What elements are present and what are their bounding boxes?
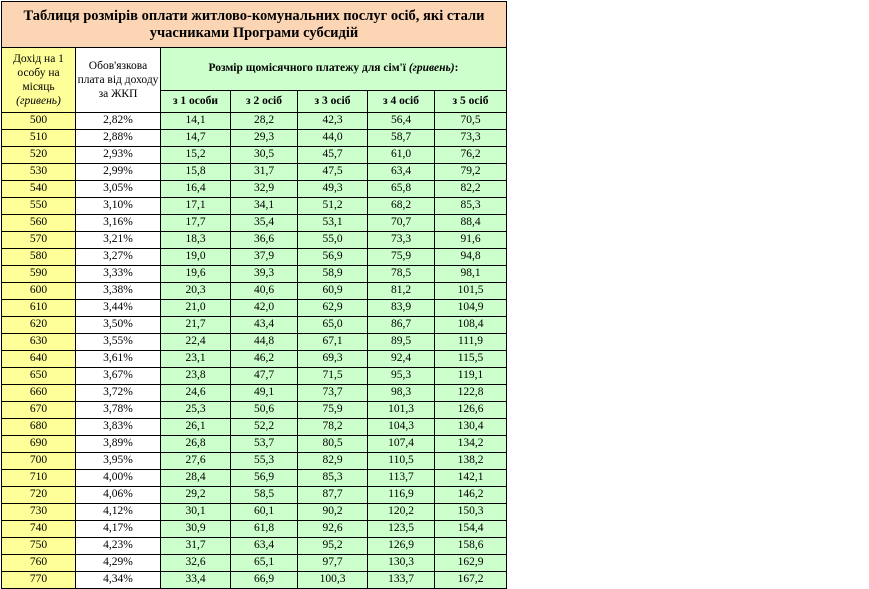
income-cell: 660 [2, 385, 76, 402]
payment-5-cell: 111,9 [435, 334, 507, 351]
payment-5-cell: 101,5 [435, 283, 507, 300]
payment-4-cell: 95,3 [368, 368, 435, 385]
payment-2-cell: 39,3 [231, 266, 298, 283]
payment-5-cell: 108,4 [435, 317, 507, 334]
payment-1-cell: 18,3 [161, 232, 231, 249]
payment-2-cell: 46,2 [231, 351, 298, 368]
income-cell: 680 [2, 419, 76, 436]
payment-4-cell: 101,3 [368, 402, 435, 419]
table-row [2, 487, 507, 504]
payment-4-cell: 133,7 [368, 572, 435, 589]
income-cell: 570 [2, 232, 76, 249]
payment-1-cell: 19,6 [161, 266, 231, 283]
income-cell: 640 [2, 351, 76, 368]
income-cell: 650 [2, 368, 76, 385]
header-income-unit: (гривень) [16, 95, 61, 107]
payment-5-cell: 122,8 [435, 385, 507, 402]
income-cell: 670 [2, 402, 76, 419]
payment-5-cell: 70,5 [435, 113, 507, 130]
header-family-1: з 1 особи [161, 91, 231, 113]
share-cell: 3,16% [76, 215, 161, 232]
income-cell: 730 [2, 504, 76, 521]
header-family-5: з 5 осіб [435, 91, 507, 113]
payment-5-cell: 146,2 [435, 487, 507, 504]
income-cell: 520 [2, 147, 76, 164]
share-cell: 2,93% [76, 147, 161, 164]
header-income-label: Дохід на 1 особу на місяць [13, 53, 64, 93]
payment-5-cell: 104,9 [435, 300, 507, 317]
payment-5-cell: 142,1 [435, 470, 507, 487]
payment-3-cell: 67,1 [298, 334, 368, 351]
payment-4-cell: 73,3 [368, 232, 435, 249]
header-income [2, 48, 76, 113]
share-cell: 4,34% [76, 572, 161, 589]
payment-5-cell: 94,8 [435, 249, 507, 266]
payment-3-cell: 51,2 [298, 198, 368, 215]
payment-5-cell: 138,2 [435, 453, 507, 470]
payment-4-cell: 63,4 [368, 164, 435, 181]
income-cell: 720 [2, 487, 76, 504]
share-cell: 4,23% [76, 538, 161, 555]
table-row [2, 504, 507, 521]
table-row [2, 419, 507, 436]
share-cell: 4,29% [76, 555, 161, 572]
payment-4-cell: 56,4 [368, 113, 435, 130]
income-cell: 500 [2, 113, 76, 130]
payment-4-cell: 78,5 [368, 266, 435, 283]
payment-2-cell: 32,9 [231, 181, 298, 198]
table-row [2, 181, 507, 198]
income-cell: 510 [2, 130, 76, 147]
payment-4-cell: 89,5 [368, 334, 435, 351]
income-cell: 750 [2, 538, 76, 555]
share-cell: 3,38% [76, 283, 161, 300]
table-row [2, 147, 507, 164]
income-cell: 590 [2, 266, 76, 283]
payment-3-cell: 45,7 [298, 147, 368, 164]
share-cell: 2,88% [76, 130, 161, 147]
payment-1-cell: 29,2 [161, 487, 231, 504]
payment-3-cell: 85,3 [298, 470, 368, 487]
payment-2-cell: 61,8 [231, 521, 298, 538]
share-cell: 3,61% [76, 351, 161, 368]
payment-1-cell: 32,6 [161, 555, 231, 572]
payment-3-cell: 92,6 [298, 521, 368, 538]
payment-5-cell: 130,4 [435, 419, 507, 436]
payment-4-cell: 70,7 [368, 215, 435, 232]
payment-3-cell: 44,0 [298, 130, 368, 147]
header-family-4: з 4 осіб [368, 91, 435, 113]
payment-5-cell: 158,6 [435, 538, 507, 555]
payment-4-cell: 126,9 [368, 538, 435, 555]
table-row [2, 300, 507, 317]
payment-4-cell: 130,3 [368, 555, 435, 572]
table-body [2, 113, 507, 589]
share-cell: 3,55% [76, 334, 161, 351]
payment-5-cell: 119,1 [435, 368, 507, 385]
payment-2-cell: 31,7 [231, 164, 298, 181]
payment-3-cell: 97,7 [298, 555, 368, 572]
payment-3-cell: 78,2 [298, 419, 368, 436]
share-cell: 3,50% [76, 317, 161, 334]
table-title: Таблиця розмірів оплати житлово-комунальних послуг осіб, які стали учасниками Програми субсидій [2, 2, 507, 48]
payment-4-cell: 86,7 [368, 317, 435, 334]
payment-2-cell: 58,5 [231, 487, 298, 504]
payment-2-cell: 47,7 [231, 368, 298, 385]
payment-3-cell: 71,5 [298, 368, 368, 385]
income-cell: 560 [2, 215, 76, 232]
share-cell: 3,44% [76, 300, 161, 317]
payment-1-cell: 33,4 [161, 572, 231, 589]
payment-1-cell: 14,1 [161, 113, 231, 130]
header-payment-colon: : [454, 62, 459, 75]
table-row [2, 215, 507, 232]
share-cell: 3,27% [76, 249, 161, 266]
income-cell: 620 [2, 317, 76, 334]
payment-5-cell: 126,6 [435, 402, 507, 419]
payment-1-cell: 28,4 [161, 470, 231, 487]
income-cell: 630 [2, 334, 76, 351]
payment-5-cell: 88,4 [435, 215, 507, 232]
table-row [2, 164, 507, 181]
payment-4-cell: 61,0 [368, 147, 435, 164]
income-cell: 740 [2, 521, 76, 538]
payment-3-cell: 65,0 [298, 317, 368, 334]
share-cell: 4,12% [76, 504, 161, 521]
payment-5-cell: 82,2 [435, 181, 507, 198]
table-row [2, 232, 507, 249]
payment-3-cell: 47,5 [298, 164, 368, 181]
header-family-3: з 3 осіб [298, 91, 368, 113]
table-row [2, 470, 507, 487]
payment-2-cell: 40,6 [231, 283, 298, 300]
share-cell: 4,17% [76, 521, 161, 538]
table-row [2, 113, 507, 130]
payment-4-cell: 107,4 [368, 436, 435, 453]
share-cell: 3,67% [76, 368, 161, 385]
income-cell: 530 [2, 164, 76, 181]
payment-2-cell: 60,1 [231, 504, 298, 521]
table-row [2, 436, 507, 453]
payment-3-cell: 58,9 [298, 266, 368, 283]
payment-3-cell: 95,2 [298, 538, 368, 555]
share-cell: 2,99% [76, 164, 161, 181]
payment-4-cell: 110,5 [368, 453, 435, 470]
payment-2-cell: 34,1 [231, 198, 298, 215]
payment-1-cell: 23,8 [161, 368, 231, 385]
income-cell: 690 [2, 436, 76, 453]
payment-2-cell: 42,0 [231, 300, 298, 317]
share-cell: 2,82% [76, 113, 161, 130]
payment-1-cell: 19,0 [161, 249, 231, 266]
payment-1-cell: 22,4 [161, 334, 231, 351]
payment-1-cell: 16,4 [161, 181, 231, 198]
payment-5-cell: 134,2 [435, 436, 507, 453]
share-cell: 3,33% [76, 266, 161, 283]
payment-5-cell: 150,3 [435, 504, 507, 521]
share-cell: 3,78% [76, 402, 161, 419]
payment-1-cell: 24,6 [161, 385, 231, 402]
payment-1-cell: 26,1 [161, 419, 231, 436]
income-cell: 600 [2, 283, 76, 300]
payment-2-cell: 44,8 [231, 334, 298, 351]
header-payment-label: Розмір щомісячного платежу для сім'ї [208, 62, 406, 75]
share-cell: 3,21% [76, 232, 161, 249]
payment-5-cell: 154,4 [435, 521, 507, 538]
payment-1-cell: 15,8 [161, 164, 231, 181]
subsidy-table [1, 1, 507, 589]
payment-5-cell: 85,3 [435, 198, 507, 215]
payment-2-cell: 63,4 [231, 538, 298, 555]
payment-1-cell: 27,6 [161, 453, 231, 470]
payment-1-cell: 31,7 [161, 538, 231, 555]
payment-1-cell: 17,7 [161, 215, 231, 232]
payment-3-cell: 56,9 [298, 249, 368, 266]
table-row [2, 266, 507, 283]
share-cell: 3,95% [76, 453, 161, 470]
payment-1-cell: 25,3 [161, 402, 231, 419]
table-row [2, 521, 507, 538]
payment-2-cell: 36,6 [231, 232, 298, 249]
payment-2-cell: 66,9 [231, 572, 298, 589]
table-row [2, 402, 507, 419]
payment-3-cell: 60,9 [298, 283, 368, 300]
income-cell: 610 [2, 300, 76, 317]
payment-3-cell: 42,3 [298, 113, 368, 130]
table-row [2, 334, 507, 351]
income-cell: 770 [2, 572, 76, 589]
share-cell: 4,00% [76, 470, 161, 487]
payment-5-cell: 73,3 [435, 130, 507, 147]
share-cell: 3,10% [76, 198, 161, 215]
payment-1-cell: 20,3 [161, 283, 231, 300]
table-row [2, 317, 507, 334]
payment-4-cell: 68,2 [368, 198, 435, 215]
share-cell: 3,72% [76, 385, 161, 402]
payment-5-cell: 91,6 [435, 232, 507, 249]
payment-3-cell: 90,2 [298, 504, 368, 521]
payment-1-cell: 15,2 [161, 147, 231, 164]
payment-4-cell: 123,5 [368, 521, 435, 538]
payment-2-cell: 43,4 [231, 317, 298, 334]
payment-4-cell: 92,4 [368, 351, 435, 368]
payment-3-cell: 55,0 [298, 232, 368, 249]
payment-4-cell: 113,7 [368, 470, 435, 487]
table-row [2, 385, 507, 402]
payment-3-cell: 87,7 [298, 487, 368, 504]
payment-3-cell: 100,3 [298, 572, 368, 589]
payment-4-cell: 58,7 [368, 130, 435, 147]
payment-1-cell: 14,7 [161, 130, 231, 147]
payment-2-cell: 52,2 [231, 419, 298, 436]
payment-4-cell: 104,3 [368, 419, 435, 436]
share-cell: 4,06% [76, 487, 161, 504]
payment-5-cell: 79,2 [435, 164, 507, 181]
payment-2-cell: 35,4 [231, 215, 298, 232]
payment-2-cell: 37,9 [231, 249, 298, 266]
payment-2-cell: 65,1 [231, 555, 298, 572]
table-row [2, 453, 507, 470]
table-row [2, 368, 507, 385]
header-payment-unit: (гривень) [408, 62, 455, 75]
header-payment [161, 48, 507, 91]
income-cell: 540 [2, 181, 76, 198]
payment-2-cell: 55,3 [231, 453, 298, 470]
payment-3-cell: 75,9 [298, 402, 368, 419]
payment-1-cell: 26,8 [161, 436, 231, 453]
table-row [2, 538, 507, 555]
table-row [2, 572, 507, 589]
payment-1-cell: 21,0 [161, 300, 231, 317]
payment-1-cell: 23,1 [161, 351, 231, 368]
income-cell: 550 [2, 198, 76, 215]
payment-2-cell: 49,1 [231, 385, 298, 402]
income-cell: 710 [2, 470, 76, 487]
income-cell: 700 [2, 453, 76, 470]
income-cell: 760 [2, 555, 76, 572]
payment-4-cell: 98,3 [368, 385, 435, 402]
payment-3-cell: 69,3 [298, 351, 368, 368]
header-share: Обов'язкова плата від доходу за ЖКП [76, 48, 161, 113]
payment-4-cell: 75,9 [368, 249, 435, 266]
table-row [2, 283, 507, 300]
payment-4-cell: 65,8 [368, 181, 435, 198]
payment-4-cell: 81,2 [368, 283, 435, 300]
table-row [2, 130, 507, 147]
share-cell: 3,83% [76, 419, 161, 436]
payment-1-cell: 21,7 [161, 317, 231, 334]
payment-5-cell: 167,2 [435, 572, 507, 589]
payment-3-cell: 80,5 [298, 436, 368, 453]
table-row [2, 249, 507, 266]
table-row [2, 198, 507, 215]
payment-5-cell: 98,1 [435, 266, 507, 283]
payment-5-cell: 76,2 [435, 147, 507, 164]
payment-3-cell: 49,3 [298, 181, 368, 198]
table-row [2, 555, 507, 572]
payment-2-cell: 28,2 [231, 113, 298, 130]
payment-1-cell: 30,9 [161, 521, 231, 538]
payment-5-cell: 162,9 [435, 555, 507, 572]
payment-4-cell: 120,2 [368, 504, 435, 521]
payment-2-cell: 29,3 [231, 130, 298, 147]
share-cell: 3,05% [76, 181, 161, 198]
share-cell: 3,89% [76, 436, 161, 453]
payment-1-cell: 30,1 [161, 504, 231, 521]
payment-3-cell: 82,9 [298, 453, 368, 470]
payment-5-cell: 115,5 [435, 351, 507, 368]
payment-4-cell: 116,9 [368, 487, 435, 504]
payment-4-cell: 83,9 [368, 300, 435, 317]
table-row [2, 351, 507, 368]
payment-2-cell: 56,9 [231, 470, 298, 487]
payment-2-cell: 50,6 [231, 402, 298, 419]
payment-3-cell: 53,1 [298, 215, 368, 232]
income-cell: 580 [2, 249, 76, 266]
payment-1-cell: 17,1 [161, 198, 231, 215]
payment-3-cell: 73,7 [298, 385, 368, 402]
header-family-2: з 2 осіб [231, 91, 298, 113]
payment-2-cell: 30,5 [231, 147, 298, 164]
payment-2-cell: 53,7 [231, 436, 298, 453]
payment-3-cell: 62,9 [298, 300, 368, 317]
